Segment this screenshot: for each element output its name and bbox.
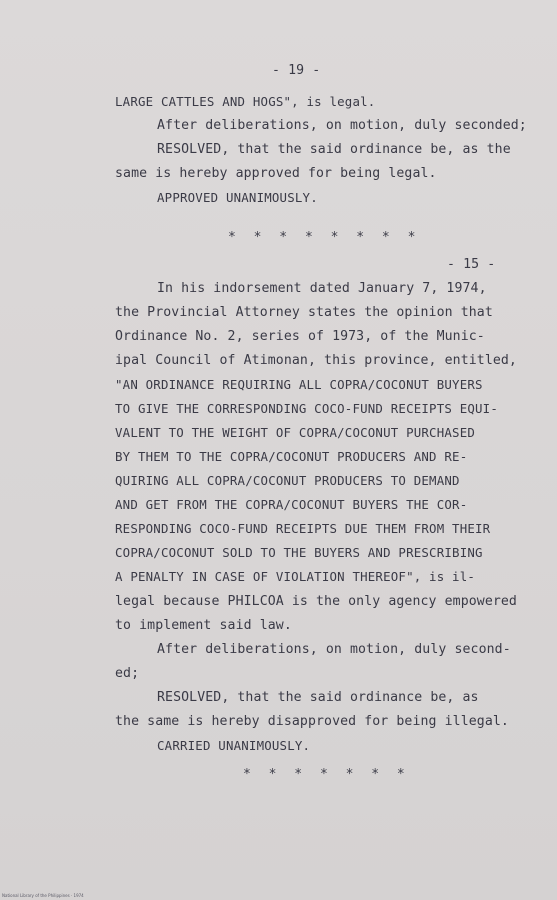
- text-line: CARRIED UNANIMOUSLY.: [157, 738, 311, 753]
- text-line: the same is hereby disapproved for being illegal.: [115, 714, 509, 729]
- text-line: VALENT TO THE WEIGHT OF COPRA/COCONUT PURCHASED: [115, 425, 476, 440]
- text-line: same is hereby approved for being legal.: [115, 166, 437, 181]
- text-line: BY THEM TO THE COPRA/COCONUT PRODUCERS AND RE-: [115, 449, 468, 464]
- text-line: LARGE CATTLES AND HOGS", is legal.: [115, 94, 376, 109]
- separator-stars: * * * * * * *: [243, 767, 410, 782]
- text-line: After deliberations, on motion, duly seconded;: [157, 118, 527, 133]
- page-number: - 19 -: [272, 63, 321, 78]
- text-line: A PENALTY IN CASE OF VIOLATION THEREOF", is il-: [115, 569, 476, 584]
- scan-footer: National Library of the Philippines · 1974: [2, 893, 91, 898]
- text-line: ipal Council of Atimonan, this province, entitled,: [115, 353, 517, 368]
- text-line: "AN ORDINANCE REQUIRING ALL COPRA/COCONUT BUYERS: [115, 377, 483, 392]
- text-line: ed;: [115, 666, 140, 681]
- text-line: the Provincial Attorney states the opinion that: [115, 305, 493, 320]
- text-line: In his indorsement dated January 7, 1974,: [157, 281, 487, 296]
- text-line: RESOLVED, that the said ordinance be, as the: [157, 142, 511, 157]
- separator-stars: * * * * * * * *: [228, 230, 421, 245]
- text-line: QUIRING ALL COPRA/COCONUT PRODUCERS TO DEMAND: [115, 473, 460, 488]
- text-line: Ordinance No. 2, series of 1973, of the Munic-: [115, 329, 485, 344]
- text-line: RESPONDING COCO-FUND RECEIPTS DUE THEM FROM THEIR: [115, 521, 491, 536]
- text-line: to implement said law.: [115, 618, 292, 633]
- text-line: APPROVED UNANIMOUSLY.: [157, 190, 318, 205]
- text-line: RESOLVED, that the said ordinance be, as: [157, 690, 479, 705]
- text-line: COPRA/COCONUT SOLD TO THE BUYERS AND PRESCRIBING: [115, 545, 483, 560]
- item-number: - 15 -: [447, 257, 496, 272]
- text-line: After deliberations, on motion, duly second-: [157, 642, 511, 657]
- text-line: legal because PHILCOA is the only agency empowered: [115, 594, 517, 609]
- text-line: TO GIVE THE CORRESPONDING COCO-FUND RECEIPTS EQUI-: [115, 401, 498, 416]
- text-line: AND GET FROM THE COPRA/COCONUT BUYERS THE COR-: [115, 497, 468, 512]
